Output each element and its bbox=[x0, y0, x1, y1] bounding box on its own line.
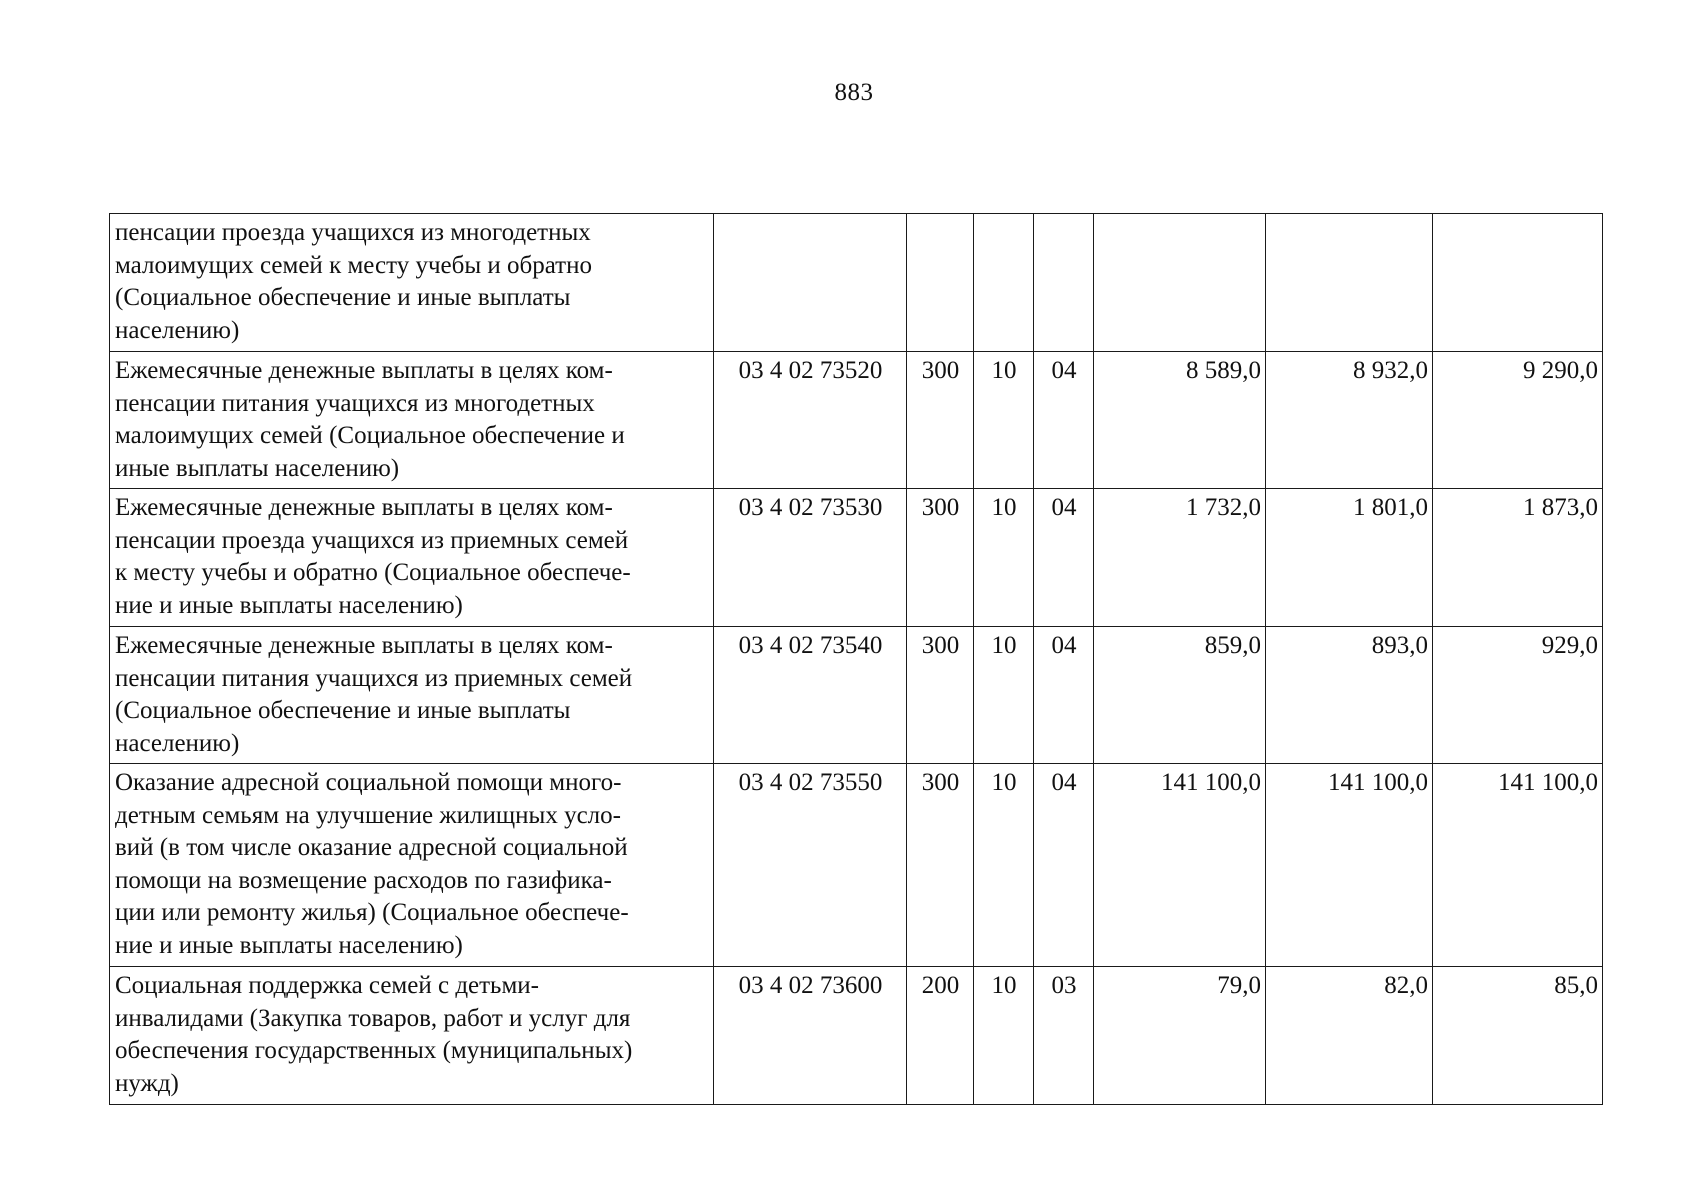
description-line: пенсации питания учащихся из многодетных bbox=[115, 389, 595, 417]
subsection-code: 03 bbox=[1034, 967, 1094, 1105]
subsection-code: 04 bbox=[1034, 489, 1094, 627]
page-number: 883 bbox=[834, 79, 874, 106]
target-article-code: 03 4 02 73550 bbox=[714, 764, 907, 967]
section-code: 10 bbox=[974, 627, 1034, 764]
row-description bbox=[110, 764, 714, 967]
subsection-code: 04 bbox=[1034, 352, 1094, 489]
amount-year-1: 8 589,0 bbox=[1094, 352, 1266, 489]
budget-table bbox=[109, 213, 1603, 1105]
target-article-code: 03 4 02 73540 bbox=[714, 627, 907, 764]
section-code: 10 bbox=[974, 352, 1034, 489]
amount-year-1: 1 732,0 bbox=[1094, 489, 1266, 627]
description-line: обеспечения государственных (муниципальных) bbox=[115, 1037, 633, 1065]
subsection-code: 04 bbox=[1034, 764, 1094, 967]
subsection-code: 04 bbox=[1034, 627, 1094, 764]
row-description bbox=[110, 627, 714, 764]
amount-year-2: 8 932,0 bbox=[1266, 352, 1433, 489]
description-line: Ежемесячные денежные выплаты в целях ком- bbox=[115, 494, 613, 521]
target-article-code: 03 4 02 73530 bbox=[714, 489, 907, 627]
amount-year-2: 1 801,0 bbox=[1266, 489, 1433, 627]
description-line: (Социальное обеспечение и иные выплаты bbox=[115, 697, 571, 725]
section-code bbox=[974, 214, 1034, 352]
expense-type-code: 300 bbox=[907, 764, 974, 967]
amount-year-1: 141 100,0 bbox=[1094, 764, 1266, 967]
amount-year-3: 85,0 bbox=[1433, 967, 1603, 1105]
description-line: малоимущих семей (Социальное обеспечение и bbox=[115, 422, 625, 450]
amount-year-3: 9 290,0 bbox=[1433, 352, 1603, 489]
description-line: иные выплаты населению) bbox=[115, 454, 400, 482]
row-description bbox=[110, 489, 714, 627]
description-line: к месту учебы и обратно (Социальное обеспече- bbox=[115, 559, 631, 587]
table-row bbox=[110, 967, 1603, 1105]
amount-year-2: 141 100,0 bbox=[1266, 764, 1433, 967]
description-line: населению) bbox=[115, 316, 240, 344]
amount-year-1 bbox=[1094, 214, 1266, 352]
amount-year-2 bbox=[1266, 214, 1433, 352]
description-line: населению) bbox=[115, 729, 240, 757]
amount-year-2: 82,0 bbox=[1266, 967, 1433, 1105]
section-code: 10 bbox=[974, 764, 1034, 967]
amount-year-3: 141 100,0 bbox=[1433, 764, 1603, 967]
table-row bbox=[110, 764, 1603, 967]
description-line: ние и иные выплаты населению) bbox=[115, 931, 463, 959]
expense-type-code: 300 bbox=[907, 489, 974, 627]
description-line: инвалидами (Закупка товаров, работ и услуг для bbox=[115, 1004, 631, 1032]
section-code: 10 bbox=[974, 967, 1034, 1105]
amount-year-1: 79,0 bbox=[1094, 967, 1266, 1105]
description-line: Оказание адресной социальной помощи много- bbox=[115, 769, 622, 796]
row-description bbox=[110, 214, 714, 352]
table-row bbox=[110, 489, 1603, 627]
table-row bbox=[110, 352, 1603, 489]
row-description bbox=[110, 352, 714, 489]
expense-type-code: 300 bbox=[907, 627, 974, 764]
description-line: малоимущих семей к месту учебы и обратно bbox=[115, 251, 592, 279]
description-line: ние и иные выплаты населению) bbox=[115, 591, 463, 619]
row-description bbox=[110, 967, 714, 1105]
target-article-code: 03 4 02 73520 bbox=[714, 352, 907, 489]
expense-type-code bbox=[907, 214, 974, 352]
description-line: вий (в том числе оказание адресной социальной bbox=[115, 834, 628, 862]
table-body bbox=[110, 214, 1603, 1105]
amount-year-2: 893,0 bbox=[1266, 627, 1433, 764]
amount-year-1: 859,0 bbox=[1094, 627, 1266, 764]
target-article-code: 03 4 02 73600 bbox=[714, 967, 907, 1105]
expense-type-code: 300 bbox=[907, 352, 974, 489]
description-line: нужд) bbox=[115, 1069, 179, 1097]
subsection-code bbox=[1034, 214, 1094, 352]
description-line: Ежемесячные денежные выплаты в целях ком- bbox=[115, 632, 613, 659]
section-code: 10 bbox=[974, 489, 1034, 627]
description-line: детным семьям на улучшение жилищных усло- bbox=[115, 801, 621, 829]
target-article-code bbox=[714, 214, 907, 352]
description-line: помощи на возмещение расходов по газифика- bbox=[115, 866, 612, 894]
amount-year-3 bbox=[1433, 214, 1603, 352]
description-line: Социальная поддержка семей с детьми- bbox=[115, 972, 539, 999]
description-line: пенсации питания учащихся из приемных семей bbox=[115, 664, 633, 692]
table-row bbox=[110, 627, 1603, 764]
description-line: ции или ремонту жилья) (Социальное обеспече- bbox=[115, 899, 629, 927]
description-line: Ежемесячные денежные выплаты в целях ком- bbox=[115, 357, 613, 384]
amount-year-3: 1 873,0 bbox=[1433, 489, 1603, 627]
description-line: пенсации проезда учащихся из многодетных bbox=[115, 219, 591, 246]
description-line: пенсации проезда учащихся из приемных семей bbox=[115, 526, 629, 554]
expense-type-code: 200 bbox=[907, 967, 974, 1105]
description-line: (Социальное обеспечение и иные выплаты bbox=[115, 284, 571, 312]
table-row bbox=[110, 214, 1603, 352]
amount-year-3: 929,0 bbox=[1433, 627, 1603, 764]
